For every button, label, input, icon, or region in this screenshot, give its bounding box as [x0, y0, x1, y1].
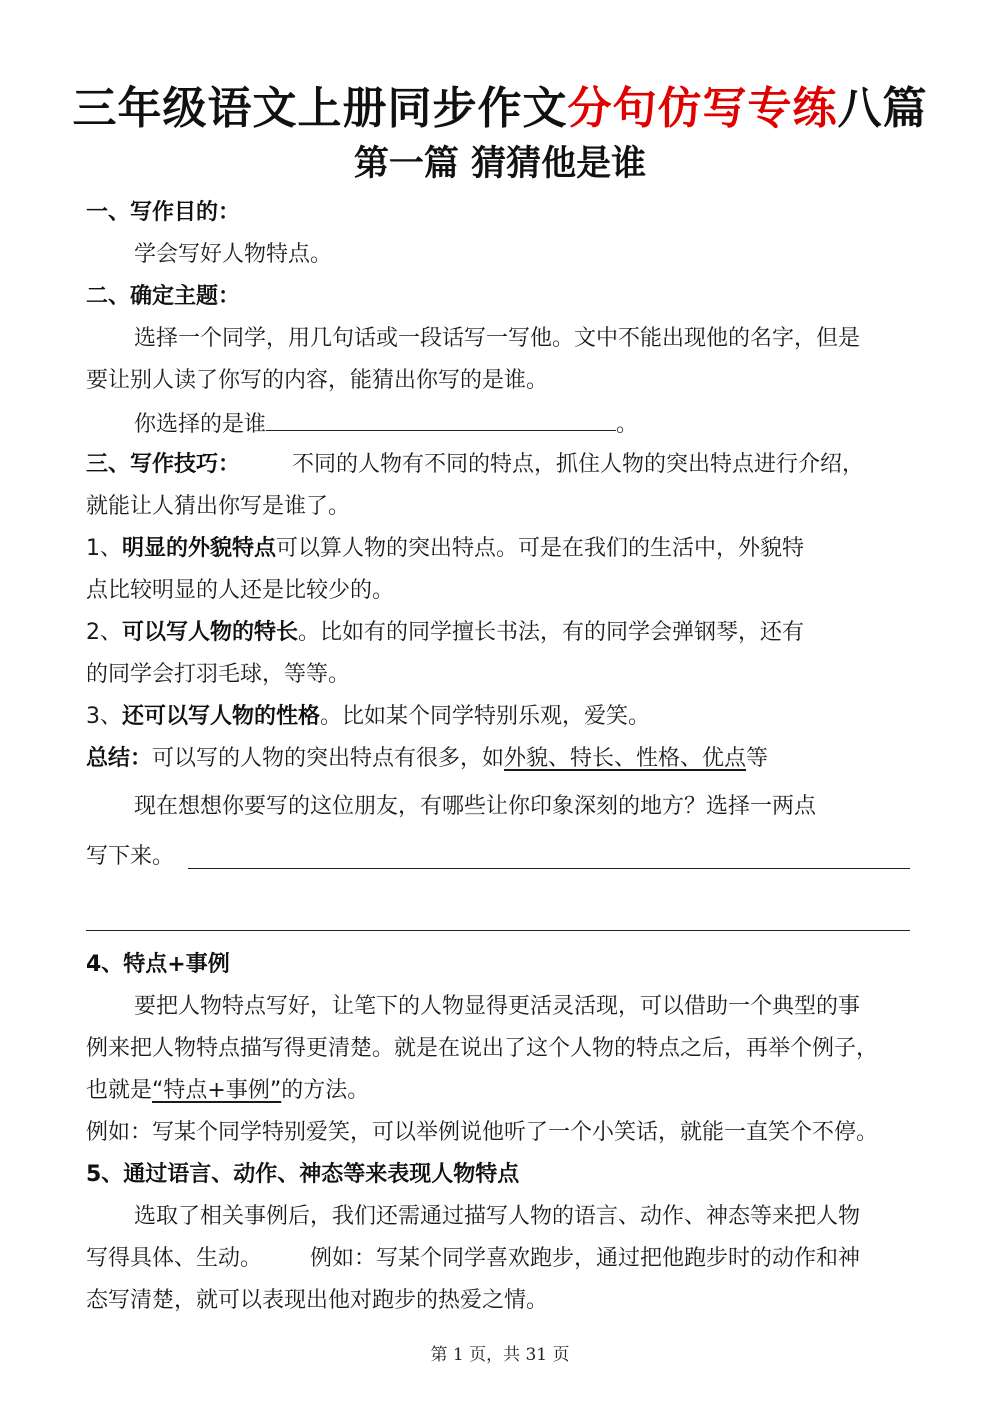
- tip-text: 可以算人物的突出特点。可是在我们的生活中，外貌特: [276, 536, 805, 561]
- summary-line: [86, 744, 768, 774]
- line2-a: 写得具体、生动。: [86, 1246, 263, 1271]
- title-end: 八篇: [837, 83, 928, 134]
- think-line2: 写下来。: [86, 844, 175, 869]
- answer-line-2[interactable]: [86, 930, 910, 931]
- line3-pre: 也就是: [86, 1078, 153, 1103]
- prompt-end: 。: [616, 412, 639, 437]
- section4-line2: 例来把人物特点描写得更清楚。就是在说出了这个人物的特点之后，再举个例子，: [86, 1036, 879, 1061]
- section2-line1: 选择一个同学，用几句话或一段话写一写他。文中不能出现他的名字，但是: [134, 326, 861, 351]
- tip-bold: 还可以写人物的性格: [122, 704, 321, 729]
- page-subtitle: 第一篇 猜猜他是谁: [353, 144, 647, 184]
- section2-prompt: [134, 408, 638, 440]
- tip-number: 3、: [86, 704, 122, 729]
- section1-text: 学会写好人物特点。: [134, 242, 333, 267]
- section4-heading: 4、特点+事例: [86, 952, 230, 977]
- page-title: [0, 72, 1000, 136]
- tip-number: 2、: [86, 620, 122, 645]
- line3-quote: “特点+事例”: [152, 1078, 282, 1103]
- summary-label: 总结：: [86, 746, 153, 771]
- section5-heading: 5、通过语言、动作、神态等来表现人物特点: [86, 1162, 520, 1187]
- tip-bold: 可以写人物的特长: [122, 620, 299, 645]
- think-line1: 现在想想你要写的这位朋友，有哪些让你印象深刻的地方？选择一两点: [134, 794, 817, 819]
- tip-number: 1、: [86, 536, 122, 561]
- tip-item-3: [86, 702, 650, 732]
- summary-underlined: 外貌、特长、性格、优点: [504, 746, 747, 771]
- section2-heading: 二、确定主题：: [86, 284, 241, 309]
- page-footer: 第 1 页，共 31 页: [430, 1345, 570, 1365]
- section2-line2: 要让别人读了你写的内容，能猜出你写的是谁。: [86, 368, 549, 393]
- section5-line2: [86, 1244, 860, 1274]
- section3-intro1: 不同的人物有不同的特点，抓住人物的突出特点进行介绍，: [292, 452, 865, 477]
- answer-line-1[interactable]: [188, 868, 910, 869]
- answer-blank-who[interactable]: [266, 408, 616, 431]
- line2-b: 例如：写某个同学喜欢跑步，通过把他跑步时的动作和神: [310, 1246, 861, 1271]
- line3-post: 的方法。: [281, 1078, 370, 1103]
- tip-bold: 明显的外貌特点: [122, 536, 277, 561]
- prompt-label: 你选择的是谁: [134, 412, 267, 437]
- section4-example: 例如：写某个同学特别爱笑，可以举例说他听了一个小笑话，就能一直笑个不停。: [86, 1120, 879, 1145]
- title-black: 三年级语文上册同步作文: [72, 83, 568, 134]
- section1-heading: 一、写作目的：: [86, 200, 241, 225]
- tip-item-2-cont: 的同学会打羽毛球，等等。: [86, 662, 351, 687]
- tip-item-2: [86, 618, 804, 648]
- tip-item-1-cont: 点比较明显的人还是比较少的。: [86, 578, 395, 603]
- section3-heading-line: [86, 450, 864, 480]
- summary-end: 等: [746, 746, 769, 771]
- tip-text: 。比如某个同学特别乐观，爱笑。: [320, 704, 651, 729]
- summary-text: 可以写的人物的突出特点有很多，如: [152, 746, 505, 771]
- section3-intro2: 就能让人猜出你写是谁了。: [86, 494, 351, 519]
- section4-line1: 要把人物特点写好，让笔下的人物显得更活灵活现，可以借助一个典型的事: [134, 994, 861, 1019]
- section5-line3: 态写清楚，就可以表现出他对跑步的热爱之情。: [86, 1288, 549, 1313]
- section4-line3: [86, 1076, 369, 1106]
- section3-heading: 三、写作技巧：: [86, 452, 241, 477]
- tip-item-1: [86, 534, 804, 564]
- tip-text: 。比如有的同学擅长书法，有的同学会弹钢琴，还有: [298, 620, 805, 645]
- title-red: 分句仿写专练: [567, 83, 838, 134]
- section5-line1: 选取了相关事例后，我们还需通过描写人物的语言、动作、神态等来把人物: [134, 1204, 861, 1229]
